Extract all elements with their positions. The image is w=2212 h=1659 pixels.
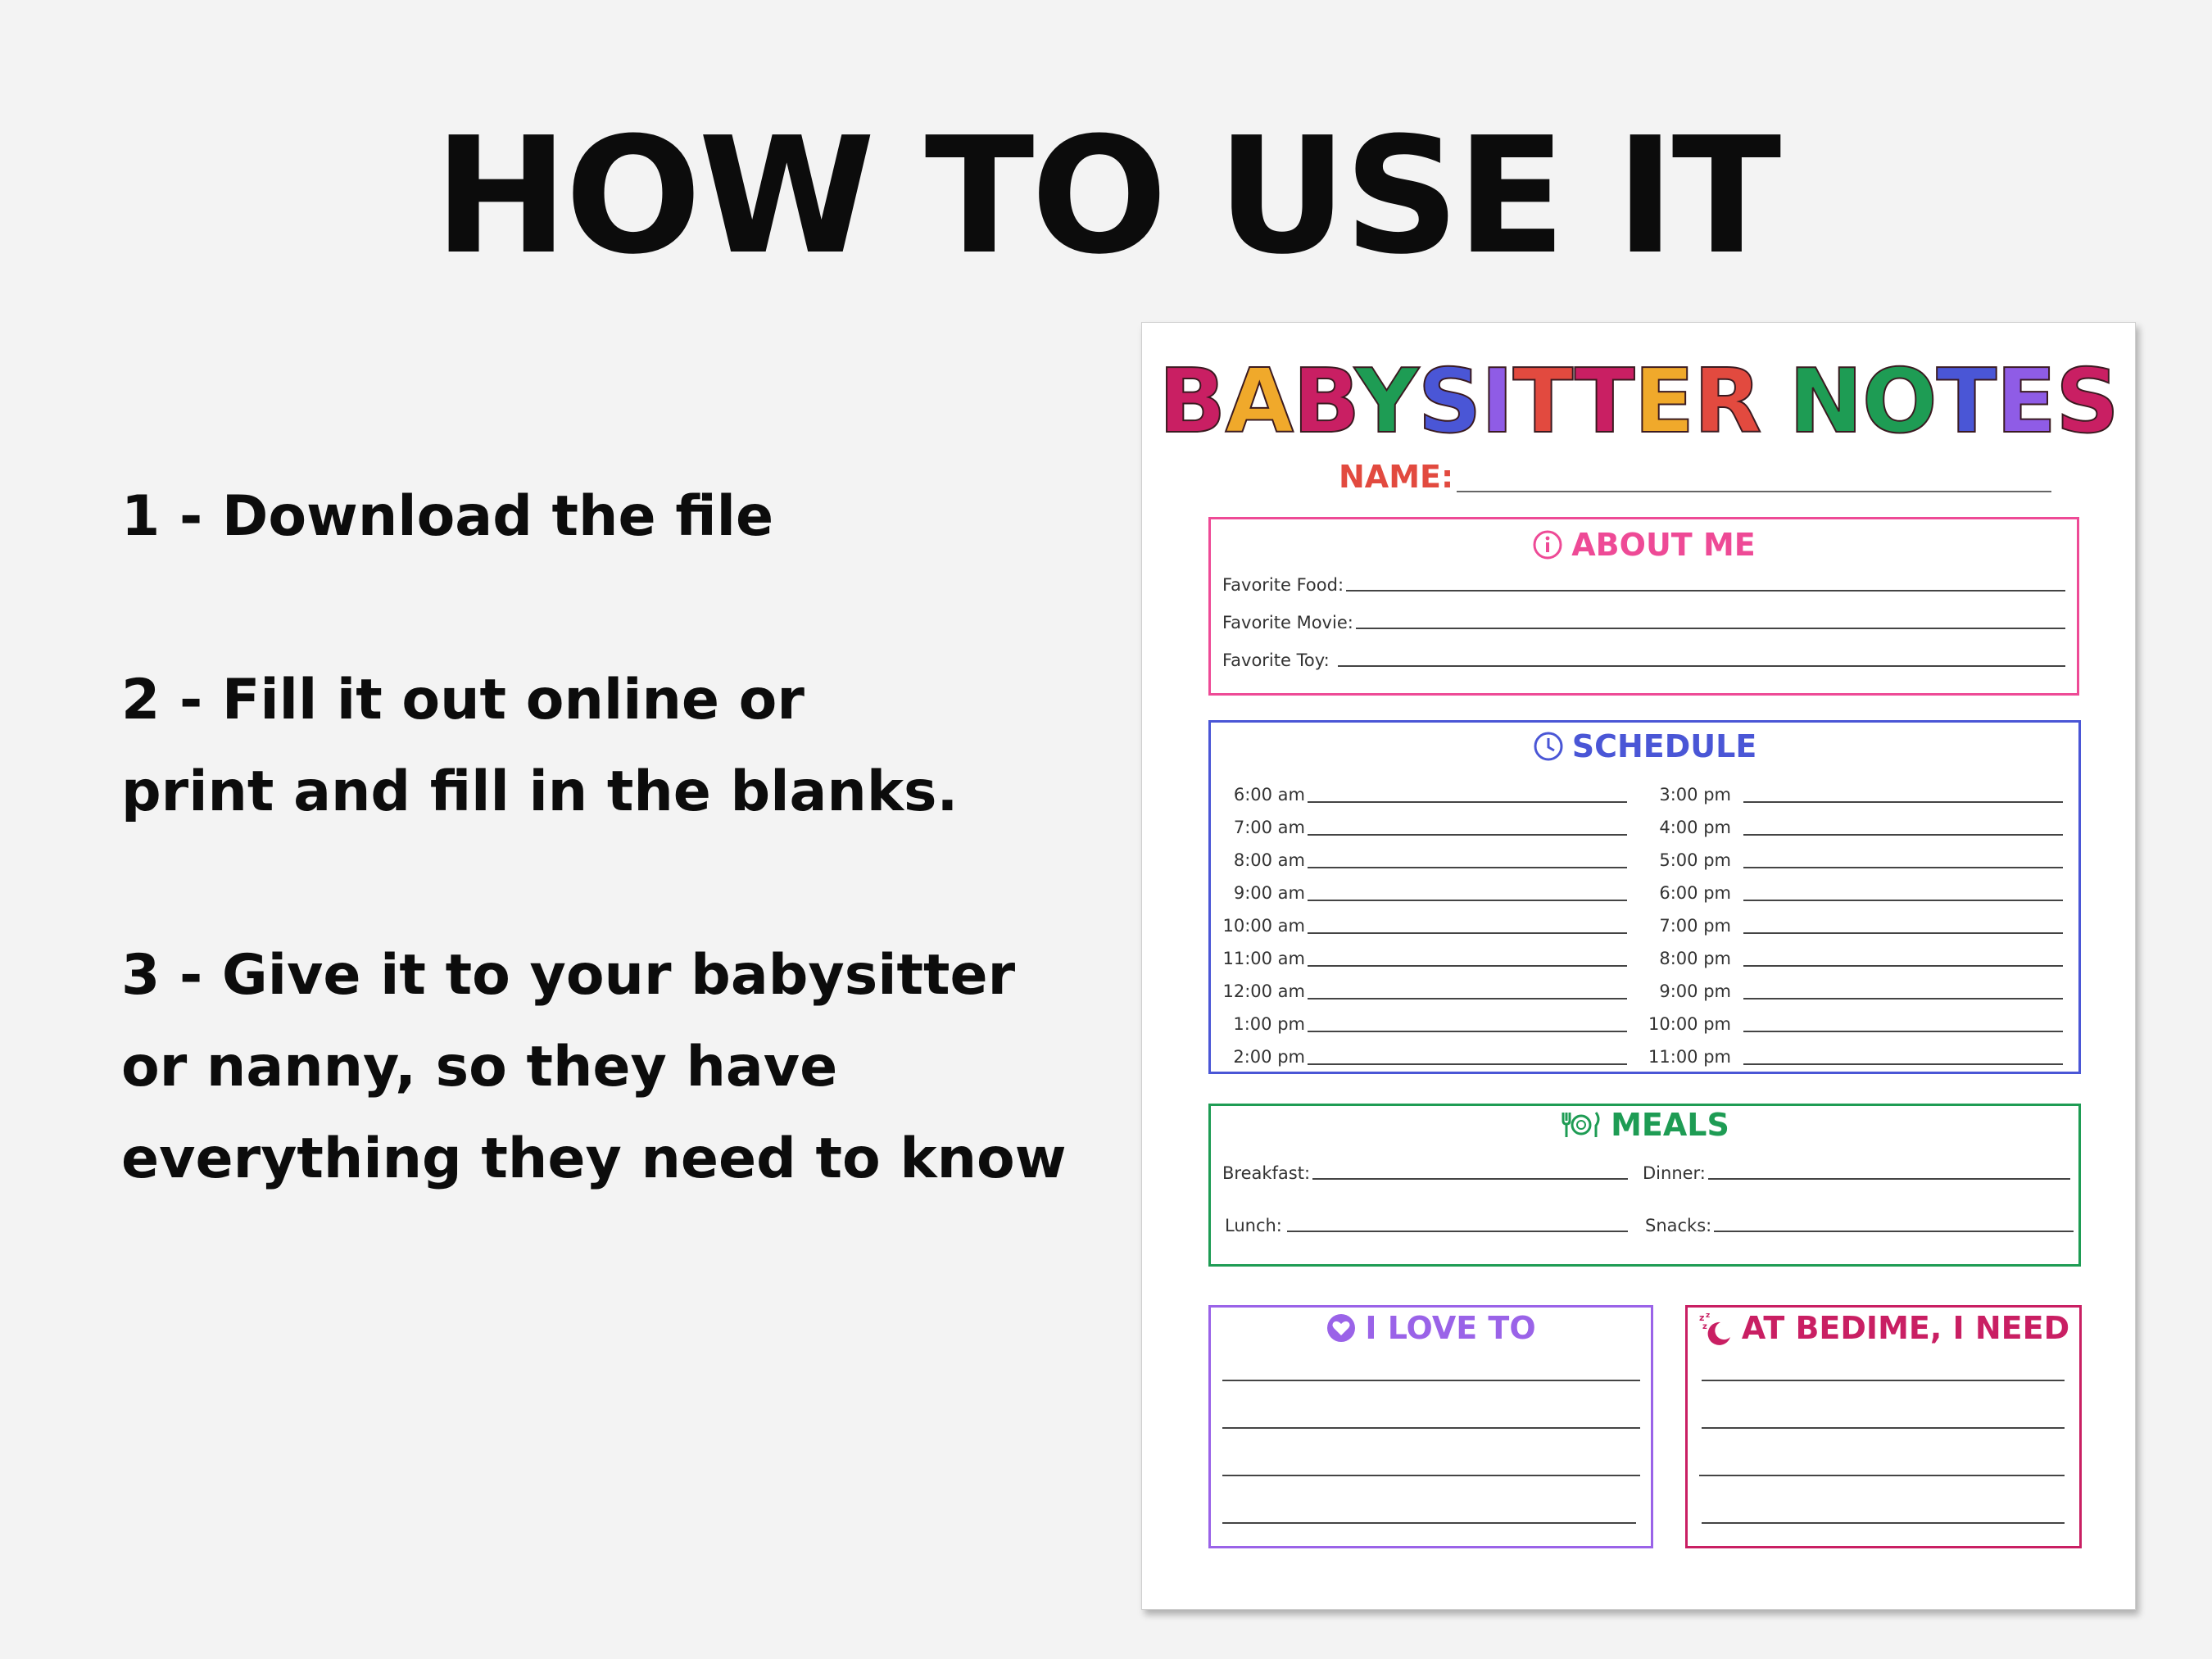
schedule-title: SCHEDULE [1571, 728, 1757, 764]
sheet-title-letter: E [1996, 351, 2056, 453]
schedule-row[interactable] [1641, 937, 2063, 970]
instructions [121, 471, 1145, 1297]
schedule-time: 3:00 pm [1659, 785, 1731, 805]
sheet-title-letter: B [1293, 351, 1355, 453]
about-me-section [1208, 517, 2079, 696]
svg-text:z: z [1702, 1322, 1707, 1331]
sheet-title-letter: S [2056, 351, 2119, 453]
dinner-label: Dinner: [1643, 1163, 1706, 1183]
step-2 [121, 655, 1145, 838]
schedule-blank-line[interactable] [1743, 965, 2063, 967]
schedule-blank-line[interactable] [1308, 932, 1627, 934]
i-love-to-title: I LOVE TO [1365, 1310, 1536, 1346]
schedule-row[interactable] [1641, 806, 2063, 839]
snacks-field[interactable] [1645, 1216, 2074, 1235]
schedule-row[interactable] [1211, 1003, 1627, 1036]
sheet-title-letter: E [1634, 351, 1694, 453]
schedule-row[interactable] [1211, 970, 1627, 1003]
schedule-row[interactable] [1641, 839, 2063, 872]
favorite-toy-line[interactable] [1338, 665, 2065, 667]
schedule-time: 7:00 pm [1659, 916, 1731, 936]
step-2-line-2: print and fill in the blanks. [121, 759, 959, 824]
schedule-time: 11:00 pm [1648, 1047, 1731, 1067]
breakfast-line[interactable] [1312, 1178, 1628, 1180]
favorite-movie-field[interactable] [1222, 613, 2065, 632]
schedule-row[interactable] [1211, 904, 1627, 937]
page-title: HOW TO USE IT [433, 103, 1779, 290]
favorite-food-field[interactable] [1222, 575, 2065, 595]
schedule-blank-line[interactable] [1743, 1063, 2063, 1065]
sheet-title-letter: N [1788, 351, 1862, 453]
schedule-blank-line[interactable] [1308, 867, 1627, 868]
schedule-blank-line[interactable] [1743, 1031, 2063, 1032]
schedule-row[interactable] [1211, 872, 1627, 904]
sheet-title-letter: O [1861, 351, 1937, 453]
sheet-title-letter: B [1158, 351, 1226, 453]
breakfast-label: Breakfast: [1222, 1163, 1311, 1183]
schedule-time: 2:00 pm [1233, 1047, 1305, 1067]
schedule-time: 6:00 pm [1659, 883, 1731, 903]
schedule-blank-line[interactable] [1743, 834, 2063, 836]
lunch-label: Lunch: [1225, 1216, 1282, 1235]
step-3-line-2: or nanny, so they have [121, 1035, 838, 1099]
schedule-blank-line[interactable] [1743, 801, 2063, 803]
schedule-row[interactable] [1211, 1036, 1627, 1068]
schedule-blank-line[interactable] [1308, 1031, 1627, 1032]
schedule-time: 10:00 pm [1648, 1014, 1731, 1034]
schedule-time: 8:00 pm [1659, 949, 1731, 968]
schedule-row[interactable] [1641, 970, 2063, 1003]
name-label: NAME: [1339, 459, 1454, 495]
step-3-line-3: everything they need to know [121, 1126, 1067, 1191]
schedule-right-column [1641, 773, 2063, 1068]
sleeping-moon-icon [1698, 1311, 1734, 1345]
schedule-row[interactable] [1641, 872, 2063, 904]
bedtime-line-1[interactable] [1702, 1380, 2065, 1381]
schedule-blank-line[interactable] [1308, 1063, 1627, 1065]
schedule-time: 11:00 am [1222, 949, 1305, 968]
step-1 [121, 471, 1145, 563]
i-love-to-section [1208, 1305, 1653, 1548]
i-love-to-line-1[interactable] [1222, 1380, 1640, 1381]
schedule-row[interactable] [1211, 839, 1627, 872]
snacks-label: Snacks: [1645, 1216, 1712, 1235]
schedule-blank-line[interactable] [1743, 932, 2063, 934]
schedule-row[interactable] [1211, 773, 1627, 806]
bedtime-title: AT BEDIME, I NEED [1741, 1310, 2070, 1346]
step-3 [121, 930, 1145, 1205]
i-love-to-heading [1211, 1308, 1651, 1349]
schedule-row[interactable] [1211, 806, 1627, 839]
sheet-title-letter: R [1693, 351, 1761, 453]
bedtime-line-4[interactable] [1702, 1522, 2065, 1524]
breakfast-field[interactable] [1222, 1163, 1628, 1183]
favorite-toy-field[interactable] [1222, 650, 2065, 670]
step-3-line-1: 3 - Give it to your babysitter [121, 943, 1016, 1008]
schedule-blank-line[interactable] [1743, 867, 2063, 868]
schedule-row[interactable] [1641, 904, 2063, 937]
schedule-row[interactable] [1641, 1036, 2063, 1068]
schedule-time: 6:00 am [1233, 785, 1305, 805]
favorite-food-label: Favorite Food: [1222, 575, 1344, 595]
sheet-title-letter: A [1225, 351, 1294, 453]
schedule-left-column [1211, 773, 1627, 1068]
sheet-title-letter: T [1574, 351, 1634, 453]
schedule-time: 5:00 pm [1659, 850, 1731, 870]
schedule-blank-line[interactable] [1308, 801, 1627, 803]
bedtime-heading [1688, 1308, 2079, 1349]
babysitter-notes-sheet [1141, 322, 2136, 1610]
heart-icon [1326, 1312, 1357, 1344]
sheet-title [1142, 349, 2135, 456]
name-blank-line[interactable] [1457, 491, 2051, 492]
dinner-line[interactable] [1708, 1178, 2070, 1180]
bedtime-line-2[interactable] [1702, 1427, 2065, 1429]
sheet-title-letter: T [1512, 351, 1575, 453]
schedule-time: 8:00 am [1233, 850, 1305, 870]
schedule-time: 9:00 am [1233, 883, 1305, 903]
schedule-time: 1:00 pm [1233, 1014, 1305, 1034]
bedtime-line-3[interactable] [1699, 1475, 2065, 1476]
schedule-row[interactable] [1641, 1003, 2063, 1036]
step-2-line-1: 2 - Fill it out online or [121, 668, 805, 732]
bedtime-section [1685, 1305, 2082, 1548]
favorite-movie-line[interactable] [1356, 628, 2065, 629]
favorite-toy-label: Favorite Toy: [1222, 650, 1330, 670]
meals-title: MEALS [1611, 1107, 1729, 1143]
schedule-time: 10:00 am [1222, 916, 1305, 936]
about-me-heading [1211, 524, 2077, 565]
meals-section [1208, 1104, 2081, 1267]
sheet-title-letter: I [1480, 351, 1513, 453]
dinner-field[interactable] [1643, 1163, 2070, 1183]
favorite-movie-label: Favorite Movie: [1222, 613, 1353, 632]
lunch-field[interactable] [1225, 1216, 1628, 1235]
schedule-blank-line[interactable] [1308, 900, 1627, 901]
schedule-row[interactable] [1211, 937, 1627, 970]
schedule-blank-line[interactable] [1308, 834, 1627, 836]
svg-text:z: z [1705, 1312, 1711, 1320]
schedule-time: 9:00 pm [1659, 981, 1731, 1001]
info-icon [1532, 529, 1563, 560]
schedule-section [1208, 720, 2081, 1074]
meals-heading [1211, 1104, 2078, 1145]
sheet-title-letter: Y [1354, 351, 1418, 453]
sheet-title-letter: T [1936, 351, 1997, 453]
schedule-time: 7:00 am [1233, 818, 1305, 837]
schedule-time: 4:00 pm [1659, 818, 1731, 837]
schedule-blank-line[interactable] [1308, 965, 1627, 967]
snacks-line[interactable] [1714, 1231, 2074, 1232]
schedule-blank-line[interactable] [1743, 998, 2063, 999]
sheet-title-letter: S [1417, 351, 1481, 453]
favorite-food-line[interactable] [1346, 590, 2065, 592]
about-me-title: ABOUT ME [1571, 527, 1756, 563]
lunch-line[interactable] [1287, 1231, 1628, 1232]
schedule-heading [1211, 726, 2078, 767]
i-love-to-line-3[interactable] [1222, 1475, 1640, 1476]
step-1-line-1: 1 - Download the file [121, 484, 774, 549]
i-love-to-line-2[interactable] [1222, 1427, 1640, 1429]
schedule-row[interactable] [1641, 773, 2063, 806]
svg-text:z: z [1698, 1312, 1705, 1323]
schedule-blank-line[interactable] [1743, 900, 2063, 901]
schedule-time: 12:00 am [1222, 981, 1305, 1001]
clock-icon [1533, 731, 1564, 762]
name-field[interactable] [1339, 458, 2051, 496]
utensils-icon [1560, 1109, 1602, 1140]
i-love-to-line-4[interactable] [1222, 1522, 1636, 1524]
schedule-blank-line[interactable] [1308, 998, 1627, 999]
